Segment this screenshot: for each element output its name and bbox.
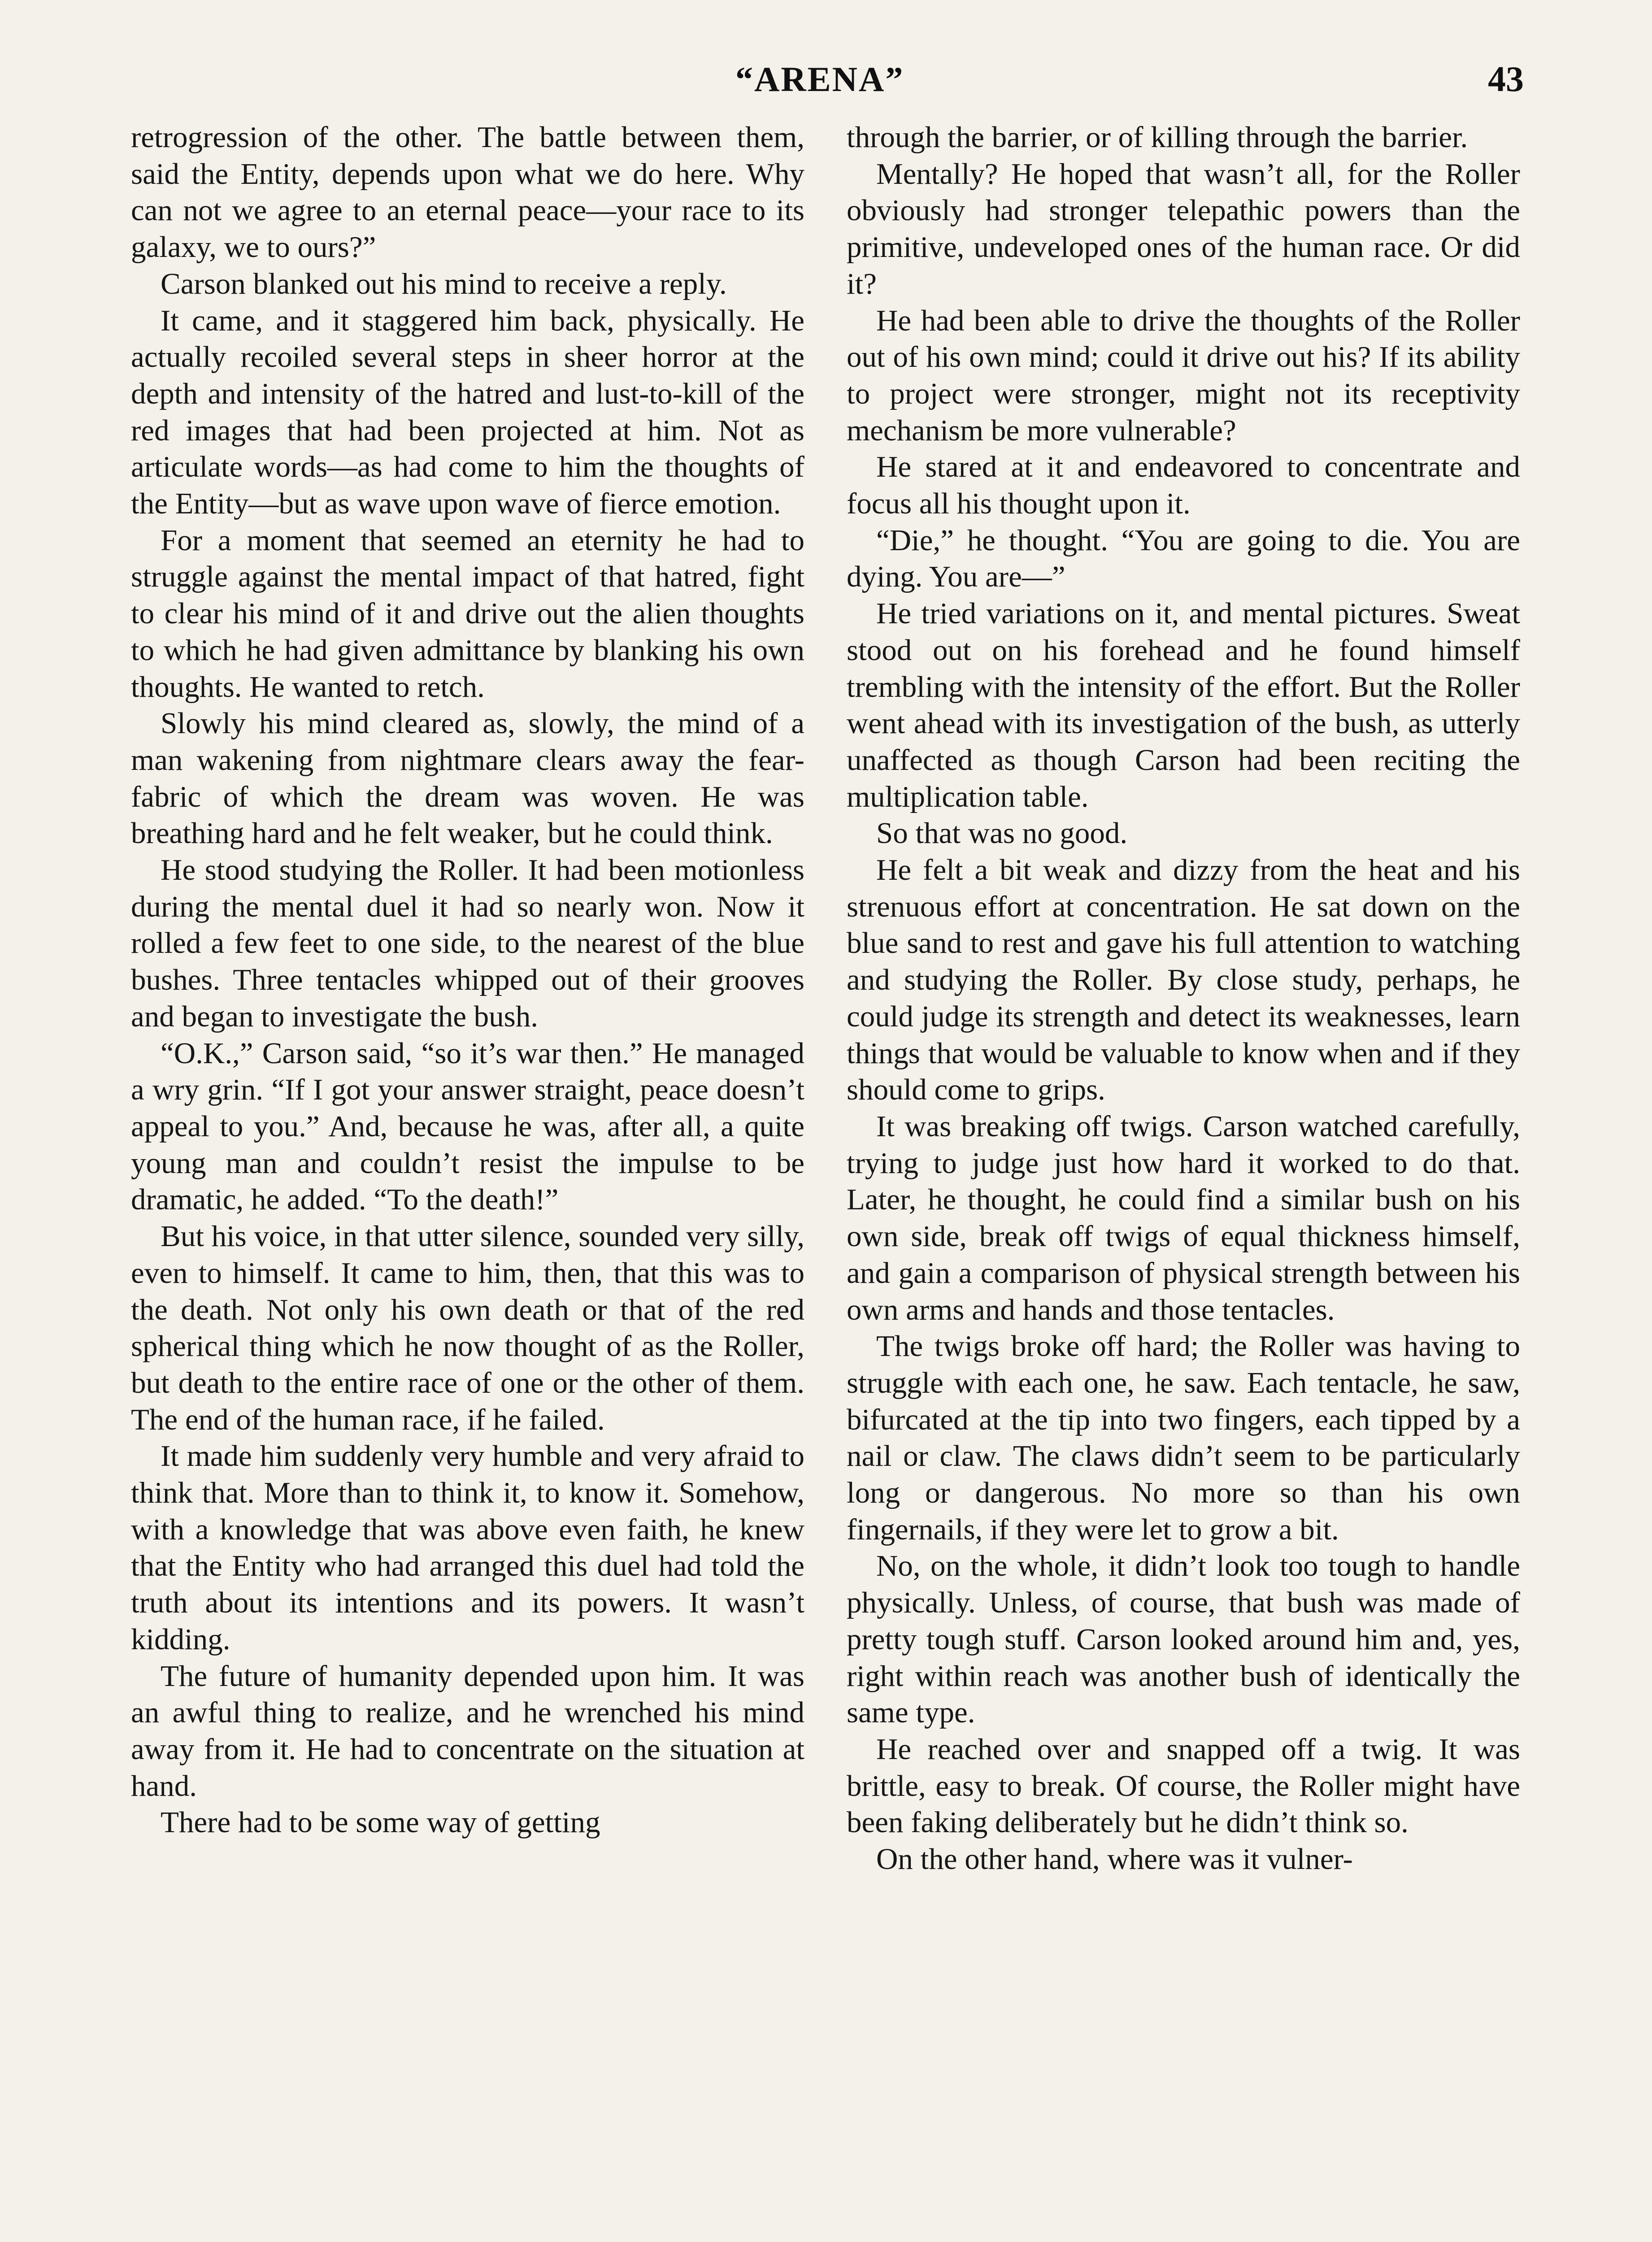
paragraph: “Die,” he thought. “You are going to die. You are dying. You are—” <box>847 523 1520 594</box>
paragraph: He had been able to drive the thoughts of the Roller out of his own mind; could it drive out his? If its ability to project were stronger, might not its receptivity mechanism be more vulnerable? <box>847 304 1520 447</box>
text-column-left <box>131 119 804 1841</box>
paragraph: It made him suddenly very humble and very afraid to think that. More than to think it, to know it. Somehow, with a knowledge that was above even faith, he knew that the Entity who had arranged this duel had told the truth about its intentions and its powers. It wasn’t kidding. <box>131 1439 804 1656</box>
paragraph: The twigs broke off hard; the Roller was having to struggle with each one, he saw. Each tentacle, he saw, bifurcated at the tip into two fingers, each tipped by a nail or claw. The claws didn’t seem to be particularly long or dangerous. No more so than his own fingernails, if they were let to grow a bit. <box>847 1330 1520 1546</box>
paragraph: He felt a bit weak and dizzy from the heat and his strenuous effort at concentration. He sat down on the blue sand to rest and gave his full attention to watching and studying the Roller. By close study, perhaps, he could judge its strength and detect its weaknesses, learn things that would be valuable to know when and if they should come to grips. <box>847 853 1520 1107</box>
paragraph: But his voice, in that utter silence, sounded very silly, even to himself. It came to him, then, that this was to the death. Not only his own death or that of the red spherical thing which he now thought of as the Roller, but death to the entire race of one or the other of them. The end of the human race, if he failed. <box>131 1220 804 1436</box>
paragraph: No, on the whole, it didn’t look too tough to handle physically. Unless, of course, that bush was made of pretty tough stuff. Carson looked around him and, yes, right within reach was another bush of identically the same type. <box>847 1549 1520 1729</box>
paragraph: For a moment that seemed an eternity he had to struggle against the mental impact of that hatred, fight to clear his mind of it and drive out the alien thoughts to which he had given admittance by blanking his own thoughts. He wanted to retch. <box>131 523 804 704</box>
paragraph: On the other hand, where was it vulner- <box>876 1842 1353 1876</box>
paragraph: retrogression of the other. The battle between them, said the Entity, depends upon what we do here. Why can not we agree to an eternal peace—your race to its galaxy, we to ours?” <box>131 121 804 264</box>
paragraph: He tried variations on it, and mental pictures. Sweat stood out on his forehead and he found himself trembling with the intensity of the effort. But the Roller went ahead with its investigation of the bush, as utterly unaffected as though Carson had been reciting the multiplication table. <box>847 597 1520 813</box>
paragraph: Mentally? He hoped that wasn’t all, for the Roller obviously had stronger telepathic powers than the primitive, undeveloped ones of the human race. Or did it? <box>847 157 1520 300</box>
paragraph: He stood studying the Roller. It had been motionless during the mental duel it had so nearly won. Now it rolled a few feet to one side, to the nearest of the blue bushes. Three tentacles whipped out of their grooves and began to investigate the bush. <box>131 853 804 1033</box>
paragraph: “O.K.,” Carson said, “so it’s war then.” He managed a wry grin. “If I got your answer straight, peace doesn’t appeal to you.” And, because he was, after all, a quite young man and couldn’t resist the impulse to be dramatic, he added. “To the death!” <box>131 1036 804 1217</box>
text-column-right <box>847 119 1520 1878</box>
paragraph: Slowly his mind cleared as, slowly, the mind of a man wakening from nightmare clears away the fear-fabric of which the dream was woven. He was breathing hard and he felt weaker, but he could think. <box>131 707 804 850</box>
paragraph: Carson blanked out his mind to receive a reply. <box>161 267 727 300</box>
paragraph: The future of humanity depended upon him. It was an awful thing to realize, and he wrenched his mind away from it. He had to concentrate on the situation at hand. <box>131 1659 804 1803</box>
paragraph: through the barrier, or of killing through the barrier. <box>847 121 1468 154</box>
paragraph: He reached over and snapped off a twig. It was brittle, easy to break. Of course, the Roller might have been faking deliberately but he didn’t think so. <box>847 1732 1520 1839</box>
paragraph: There had to be some way of getting <box>161 1806 600 1839</box>
paragraph: So that was no good. <box>876 817 1128 850</box>
paragraph: It was breaking off twigs. Carson watched carefully, trying to judge just how hard it worked to do that. Later, he thought, he could find a similar bush on his own side, break off twigs of equal thickness himself, and gain a comparison of physical strength between his own arms and hands and those tentacles. <box>847 1109 1520 1326</box>
page-number: 43 <box>1488 60 1524 99</box>
running-head-title: “ARENA” <box>735 60 904 99</box>
paragraph: He stared at it and endeavored to concentrate and focus all his thought upon it. <box>847 450 1520 521</box>
paragraph: It came, and it staggered him back, physically. He actually recoiled several steps in sheer horror at the depth and intensity of the hatred and lust-to-kill of the red images that had been projected at him. Not as articulate words—as had come to him the thoughts of the Entity—but as wave upon wave of fierce emotion. <box>131 304 804 521</box>
